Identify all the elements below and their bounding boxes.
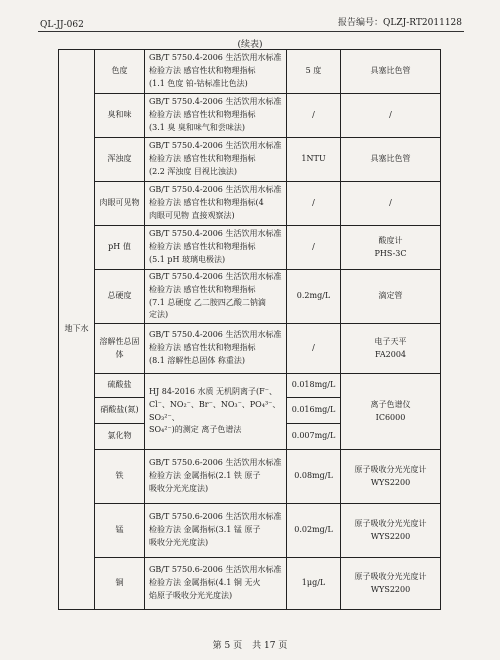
method-line: (3.1 臭 臭和味气和尝味法) [149, 122, 246, 132]
method-line: 焰原子吸收分光光度法) [149, 591, 233, 601]
method-line: 定法) [149, 310, 169, 320]
table-row [59, 138, 441, 182]
instrument-line: 具塞比色管 [370, 154, 411, 164]
method-line: (1.1 色度 铂-钴标准比色法) [149, 78, 248, 88]
method-line: 检验方法 感官性状和物理指标(4 [149, 198, 264, 208]
method-line: (8.1 溶解性总固体 称重法) [149, 356, 246, 366]
page-total: 共 17 页 [252, 641, 288, 651]
instrument-cell [341, 558, 441, 610]
instrument-cell [341, 504, 441, 558]
instrument-line: WYS2200 [370, 531, 411, 541]
item-cell: 铜 [95, 558, 145, 610]
method-line: Cl⁻、NO₂⁻、Br⁻、NO₃⁻、PO₄³⁻、SO₃²⁻、 [149, 399, 281, 422]
table-row [59, 374, 441, 398]
item-cell: 色度 [95, 50, 145, 94]
instrument-line: 原子吸收分光光度计 [354, 518, 427, 528]
method-line: 吸收分光光度法) [149, 538, 209, 548]
table-row [59, 182, 441, 226]
table-row [59, 94, 441, 138]
instrument-cell [341, 270, 441, 324]
limit-cell: / [287, 226, 341, 270]
table-row [59, 558, 441, 610]
method-line: (7.1 总硬度 乙二胺四乙酸二钠滴 [149, 297, 266, 307]
method-line: 检验方法 金属指标(3.1 锰 原子 [149, 525, 261, 535]
method-line: GB/T 5750.6-2006 生活饮用水标准 [149, 512, 282, 522]
instrument-line: / [389, 110, 392, 120]
instrument-line: 原子吸收分光光度计 [354, 464, 427, 474]
method-line: GB/T 5750.4-2006 生活饮用水标准 [149, 229, 282, 239]
instrument-line: WYS2200 [370, 477, 411, 487]
method-line: 检验方法 感官性状和物理指标 [149, 154, 256, 164]
report-number: 报告编号：QLZJ-RT2011128 [338, 18, 462, 28]
method-cell [145, 50, 287, 94]
page-number: 第 5 页 [212, 641, 243, 651]
instrument-line: / [389, 198, 392, 208]
item-cell: 硝酸盐(氮) [95, 398, 145, 424]
method-cell [145, 94, 287, 138]
instrument-line: 原子吸收分光光度计 [354, 571, 427, 581]
limit-cell: 0.02mg/L [287, 504, 341, 558]
method-line: 检验方法 金属指标(2.1 铁 原子 [149, 471, 261, 481]
instrument-cell [341, 182, 441, 226]
method-line: SO₄²⁻)的测定 离子色谱法 [149, 425, 242, 435]
item-cell: 肉眼可见物 [95, 182, 145, 226]
continued-label: (续表) [237, 40, 263, 50]
method-line: 吸收分光光度法) [149, 484, 209, 494]
method-cell [145, 504, 287, 558]
method-cell [145, 558, 287, 610]
limit-cell: 0.08mg/L [287, 450, 341, 504]
category-cell: 地下水 [59, 50, 95, 610]
method-line: GB/T 5750.4-2006 生活饮用水标准 [149, 185, 282, 195]
item-cell: 总硬度 [95, 270, 145, 324]
method-line: GB/T 5750.4-2006 生活饮用水标准 [149, 330, 282, 340]
table-row [59, 450, 441, 504]
limit-cell: 0.018mg/L [287, 374, 341, 398]
page-footer [0, 638, 500, 651]
instrument-line: 酸度计 [378, 235, 403, 245]
item-cell: 锰 [95, 504, 145, 558]
instrument-line: 具塞比色管 [370, 66, 411, 76]
table-body [59, 50, 441, 610]
method-line: HJ 84-2016 水质 无机阴离子(F⁻、 [149, 387, 277, 397]
instrument-cell [341, 374, 441, 450]
item-cell: 铁 [95, 450, 145, 504]
instrument-cell [341, 138, 441, 182]
method-line: GB/T 5750.6-2006 生活饮用水标准 [149, 565, 282, 575]
method-cell [145, 450, 287, 504]
method-line: 肉眼可见物 直接观察法) [149, 210, 235, 220]
limit-cell: / [287, 182, 341, 226]
method-line: (5.1 pH 玻璃电极法) [149, 254, 226, 264]
method-cell [145, 226, 287, 270]
table-row [59, 270, 441, 324]
method-line: 检验方法 感官性状和物理指标 [149, 343, 256, 353]
instrument-cell [341, 450, 441, 504]
limit-cell: 5 度 [287, 50, 341, 94]
limit-cell: / [287, 324, 341, 374]
method-line: GB/T 5750.4-2006 生活饮用水标准 [149, 53, 282, 63]
instrument-line: WYS2200 [370, 584, 411, 594]
method-line: 检验方法 感官性状和物理指标 [149, 110, 256, 120]
instrument-line: 电子天平 [374, 336, 407, 346]
header-rule [38, 31, 464, 32]
instrument-cell [341, 226, 441, 270]
table-row [59, 226, 441, 270]
limit-cell: 0.007mg/L [287, 424, 341, 450]
limit-cell: / [287, 94, 341, 138]
table-row [59, 324, 441, 374]
limit-cell: 1NTU [287, 138, 341, 182]
limit-cell: 1μg/L [287, 558, 341, 610]
limit-cell: 0.016mg/L [287, 398, 341, 424]
method-line: 检验方法 感官性状和物理指标 [149, 242, 256, 252]
method-cell [145, 324, 287, 374]
method-line: GB/T 5750.4-2006 生活饮用水标准 [149, 141, 282, 151]
limit-cell: 0.2mg/L [287, 270, 341, 324]
method-cell [145, 374, 287, 450]
document-code: QL-JJ-062 [40, 20, 84, 30]
item-cell: pH 值 [95, 226, 145, 270]
method-line: (2.2 浑浊度 目视比浊法) [149, 166, 238, 176]
method-line: GB/T 5750.4-2006 生活饮用水标准 [149, 97, 282, 107]
method-line: GB/T 5750.6-2006 生活饮用水标准 [149, 458, 282, 468]
instrument-line: 离子色谱仪 [370, 399, 411, 409]
method-cell [145, 138, 287, 182]
table-row [59, 504, 441, 558]
instrument-line: FA2004 [375, 349, 406, 359]
method-line: 检验方法 感官性状和物理指标 [149, 66, 256, 76]
instrument-line: 滴定管 [378, 291, 403, 301]
instrument-line: PHS-3C [374, 248, 407, 258]
method-line: GB/T 5750.4-2006 生活饮用水标准 [149, 272, 282, 281]
table-row [59, 50, 441, 94]
item-cell: 溶解性总固体 [95, 324, 145, 374]
item-cell: 浑浊度 [95, 138, 145, 182]
instrument-cell [341, 94, 441, 138]
method-cell [145, 270, 287, 324]
method-cell [145, 182, 287, 226]
instrument-cell [341, 50, 441, 94]
item-cell: 硫酸盐 [95, 374, 145, 398]
item-cell: 臭和味 [95, 94, 145, 138]
instrument-cell [341, 324, 441, 374]
method-line: 检验方法 金属指标(4.1 铜 无火 [149, 578, 261, 588]
item-cell: 氯化物 [95, 424, 145, 450]
instrument-line: IC6000 [375, 412, 406, 422]
method-line: 检验方法 感官性状和物理指标 [149, 284, 256, 294]
test-methods-table [58, 49, 441, 610]
